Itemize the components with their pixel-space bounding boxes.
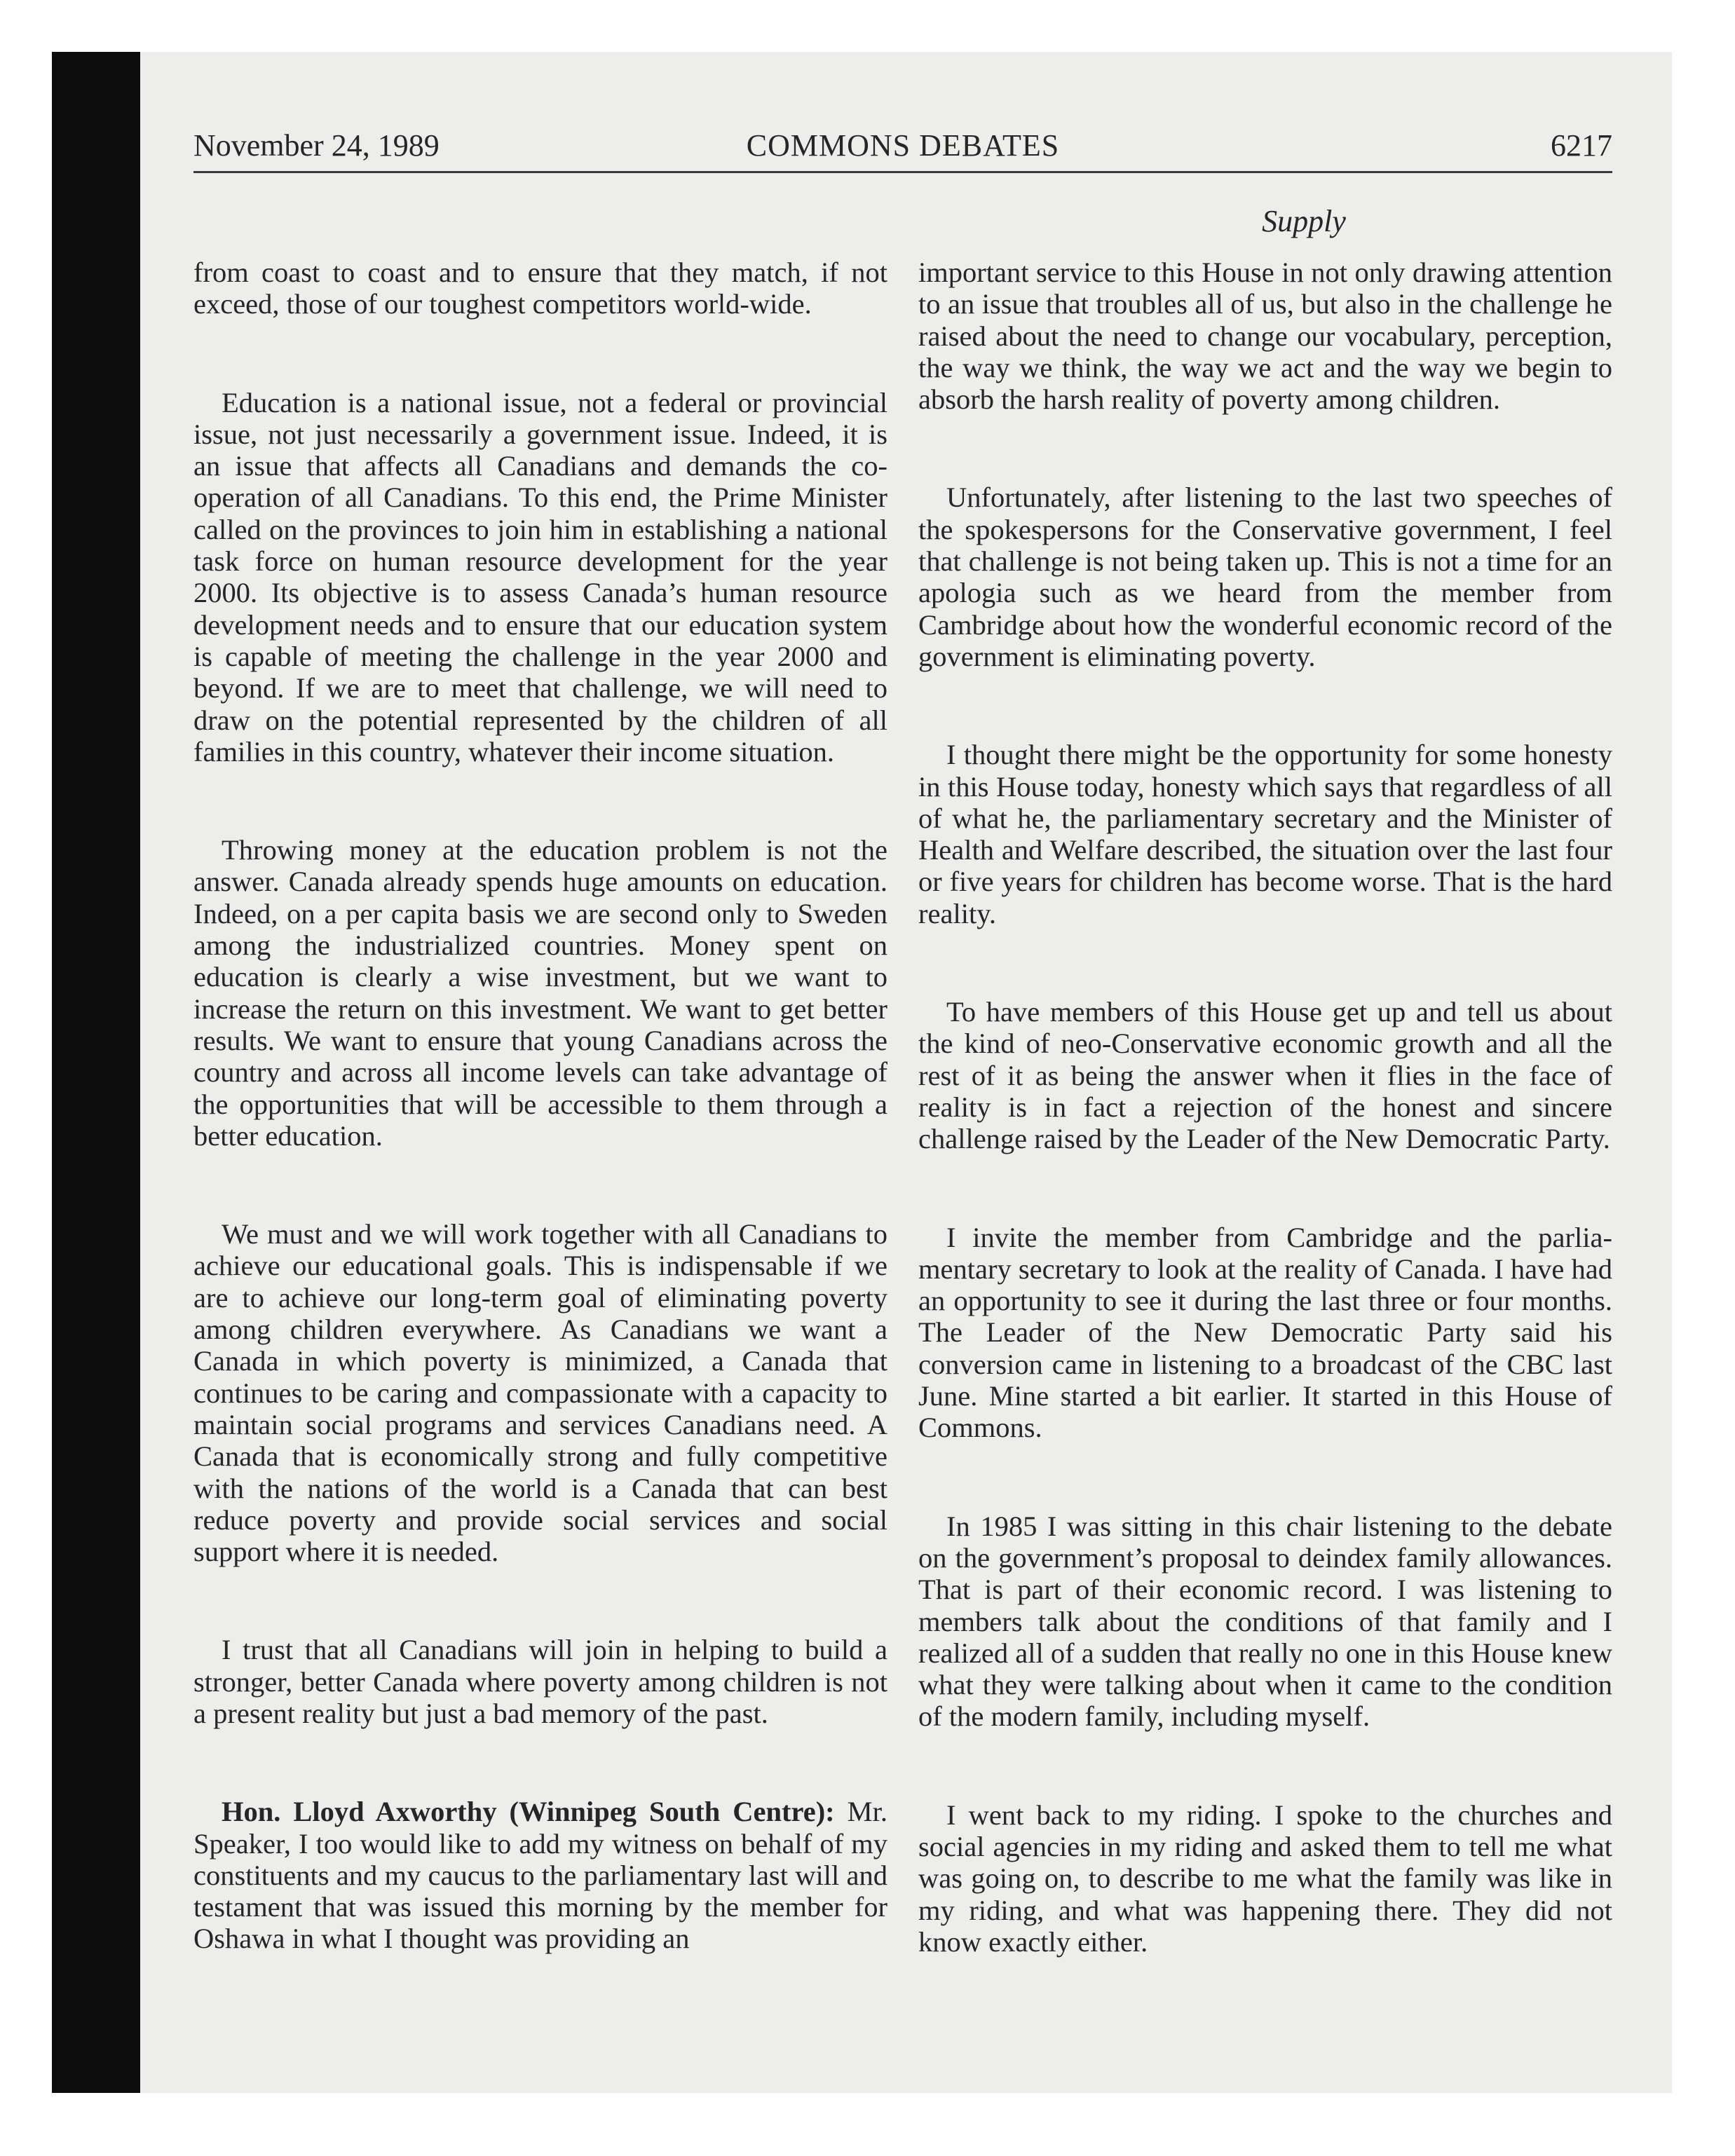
paragraph: I went back to my riding. I spoke to the churches and social agencies in my riding and asked them to tell me what was going on, to describe to me what the family was like in my riding, and what was happening there. They did not know exactly either. (918, 1799, 1612, 1958)
paragraph: Education is a national issue, not a federal or provincial issue, not just necessarily a government issue. Indeed, it is an issue that affects all Canadians and demands the co-operation of all Canadians. To this end, the Prime Minister called on the provinces to join him in establishing a national task force on human resource development for the year 2000. Its objective is to assess Canada’s human resource development needs and to ensure that our education system is capable of meeting the challenge in the year 2000 and beyond. If we are to meet that challenge, we will need to draw on the potential represented by the children of all families in this country, whatever their income situation. (193, 386, 887, 767)
paragraph: Unfortunately, after listening to the last two speeches of the spokespersons for the Conservative government, I feel that challenge is not being taken up. This is not a time for an apologia such as we heard from the member from Cambridge about how the wonderful economic record of the government is eliminating poverty. (918, 482, 1612, 672)
speech-text: Mr. Speaker, I too would like to add my witness on behalf of my constituents and my caucus to the parliamentary last will and testament that was issued this morning by the member for Oshawa in what I thought was providing an (193, 1796, 887, 1955)
paragraph: I trust that all Canadians will join in helping to build a stronger, better Canada where poverty among children is not a present reality but just a bad memory of the past. (193, 1634, 887, 1729)
section-label: Supply (1262, 204, 1346, 238)
binding-shadow (52, 52, 140, 2093)
header-page-number: 6217 (1551, 128, 1612, 163)
paragraph: We must and we will work together with all Canadians to achieve our educational goals. This is indispensable if we are to achieve our long-term goal of eliminating poverty among children everywhere. As Canadians we want a Canada in which poverty is minimized, a Canada that continues to be caring and compassionate with a capacity to maintain social programs and services Canadians need. A Canada that is economically strong and fully competitive with the nations of the world is a Canada that can best reduce poverty and provide social services and social support where it is needed. (193, 1218, 887, 1568)
paragraph: To have members of this House get up and tell us about the kind of neo-Conservative economic growth and all the rest of it as being the answer when it flies in the face of reality is in fact a rejection of the honest and sincere challenge raised by the Leader of the New Democratic Party. (918, 996, 1612, 1155)
paragraph: I thought there might be the opportunity for some honesty in this House today, honesty which says that regardless of all of what he, the parliamentary secretary and the Minister of Health and Welfare described, the situation over the last four or five years for children has become worse. That is the hard reality. (918, 739, 1612, 929)
paragraph: important service to this House in not only drawing attention to an issue that troubles all of us, but also in the challenge he raised about the need to change our vocabulary, perception, the way we think, the way we act and the way we begin to absorb the harsh reality of poverty among children. (918, 257, 1612, 416)
right-column (918, 257, 1612, 2024)
speech-paragraph (193, 1796, 887, 1954)
paragraph: I invite the member from Cambridge and the parliamentary secretary to look at the reality of Canada. I have had an opportunity to see it during the last three or four months. The Leader of the New Democratic Party said his conversion came in listening to a broadcast of the CBC last June. Mine started a bit earlier. It started in this House of Commons. (918, 1221, 1612, 1444)
paragraph: from coast to coast and to ensure that they match, if not exceed, those of our toughest competitors world-wide. (193, 257, 887, 320)
left-column (193, 257, 887, 2021)
speaker-name: Hon. Lloyd Axworthy (Winnipeg South Centre): (222, 1796, 835, 1828)
header-date: November 24, 1989 (193, 128, 440, 163)
header-title: COMMONS DEBATES (746, 128, 1060, 163)
paragraph: In 1985 I was sitting in this chair listening to the debate on the government’s proposal to deindex family allowances. That is part of their economic record. I was listening to members talk about the conditions of that family and I realized all of a sudden that really no one in this House knew what they were talking about when it came to the condition of the modern family, including myself. (918, 1510, 1612, 1733)
running-header (193, 118, 1612, 173)
paragraph: Throwing money at the education problem is not the answer. Canada already spends huge amounts on education. Indeed, on a per capita basis we are second only to Sweden among the industrialized countries. Money spent on education is clearly a wise investment, but we want to increase the return on this investment. We want to get better results. We want to ensure that young Canadians across the country and across all income levels can take advantage of the opportunities that will be accessible to them through a better education. (193, 834, 887, 1152)
